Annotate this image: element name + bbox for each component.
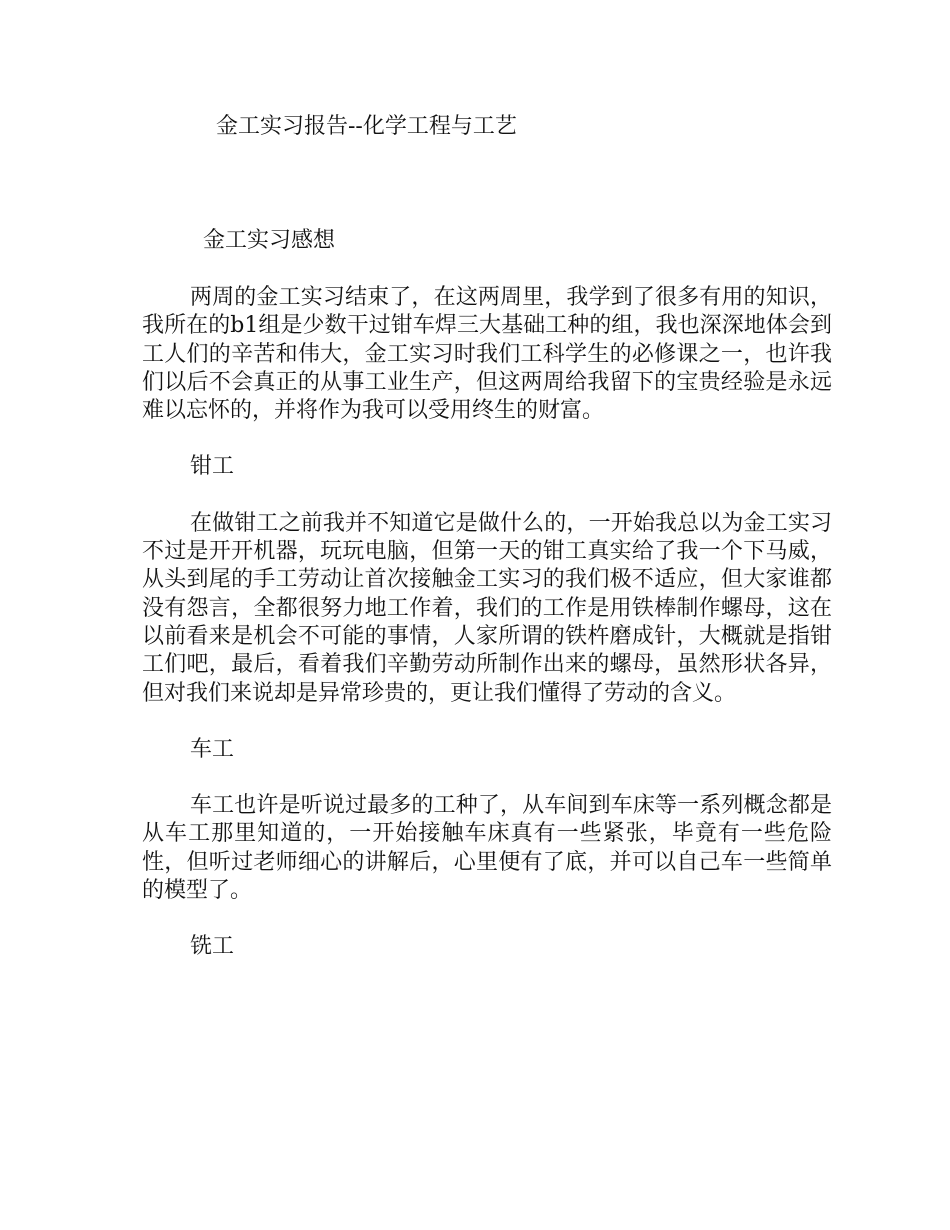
document-title: 金工实习报告--化学工程与工艺 bbox=[216, 114, 517, 139]
document-body bbox=[142, 284, 832, 990]
section-heading-qiangong: 钳工 bbox=[190, 454, 235, 480]
qiangong-paragraph: 在做钳工之前我并不知道它是做什么的，一开始我总以为金工实习不过是开开机器，玩玩电脑，但第一天的钳工真实给了我一个下马威，从头到尾的手工劳动让首次接触金工实习的我们极不适应，但大家谁都没有怨言，全都很努力地工作着，我们的工作是用铁棒制作螺母，这在以前看来是机会不可能的事情，人家所谓的铁杵磨成针，大概就是指钳工们吧，最后，看着我们辛勤劳动所制作出来的螺母，虽然形状各异，但对我们来说却是异常珍贵的，更让我们懂得了劳动的含义。 bbox=[142, 510, 832, 706]
section-heading-chegong: 车工 bbox=[190, 736, 235, 762]
intro-paragraph: 两周的金工实习结束了，在这两周里，我学到了很多有用的知识，我所在的b1组是少数干过钳车焊三大基础工种的组，我也深深地体会到工人们的辛苦和伟大，金工实习时我们工科学生的必修课之一，也许我们以后不会真正的从事工业生产，但这两周给我留下的宝贵经验是永远难以忘怀的，并将作为我可以受用终生的财富。 bbox=[142, 285, 832, 424]
document-subtitle: 金工实习感想 bbox=[203, 228, 336, 253]
chegong-paragraph: 车工也许是听说过最多的工种了，从车间到车床等一系列概念都是从车工那里知道的，一开始接触车床真有一些紧张，毕竟有一些危险性，但听过老师细心的讲解后，心里便有了底，并可以自己车一些简单的模型了。 bbox=[142, 793, 832, 904]
section-heading-xigong: 铣工 bbox=[190, 934, 235, 960]
